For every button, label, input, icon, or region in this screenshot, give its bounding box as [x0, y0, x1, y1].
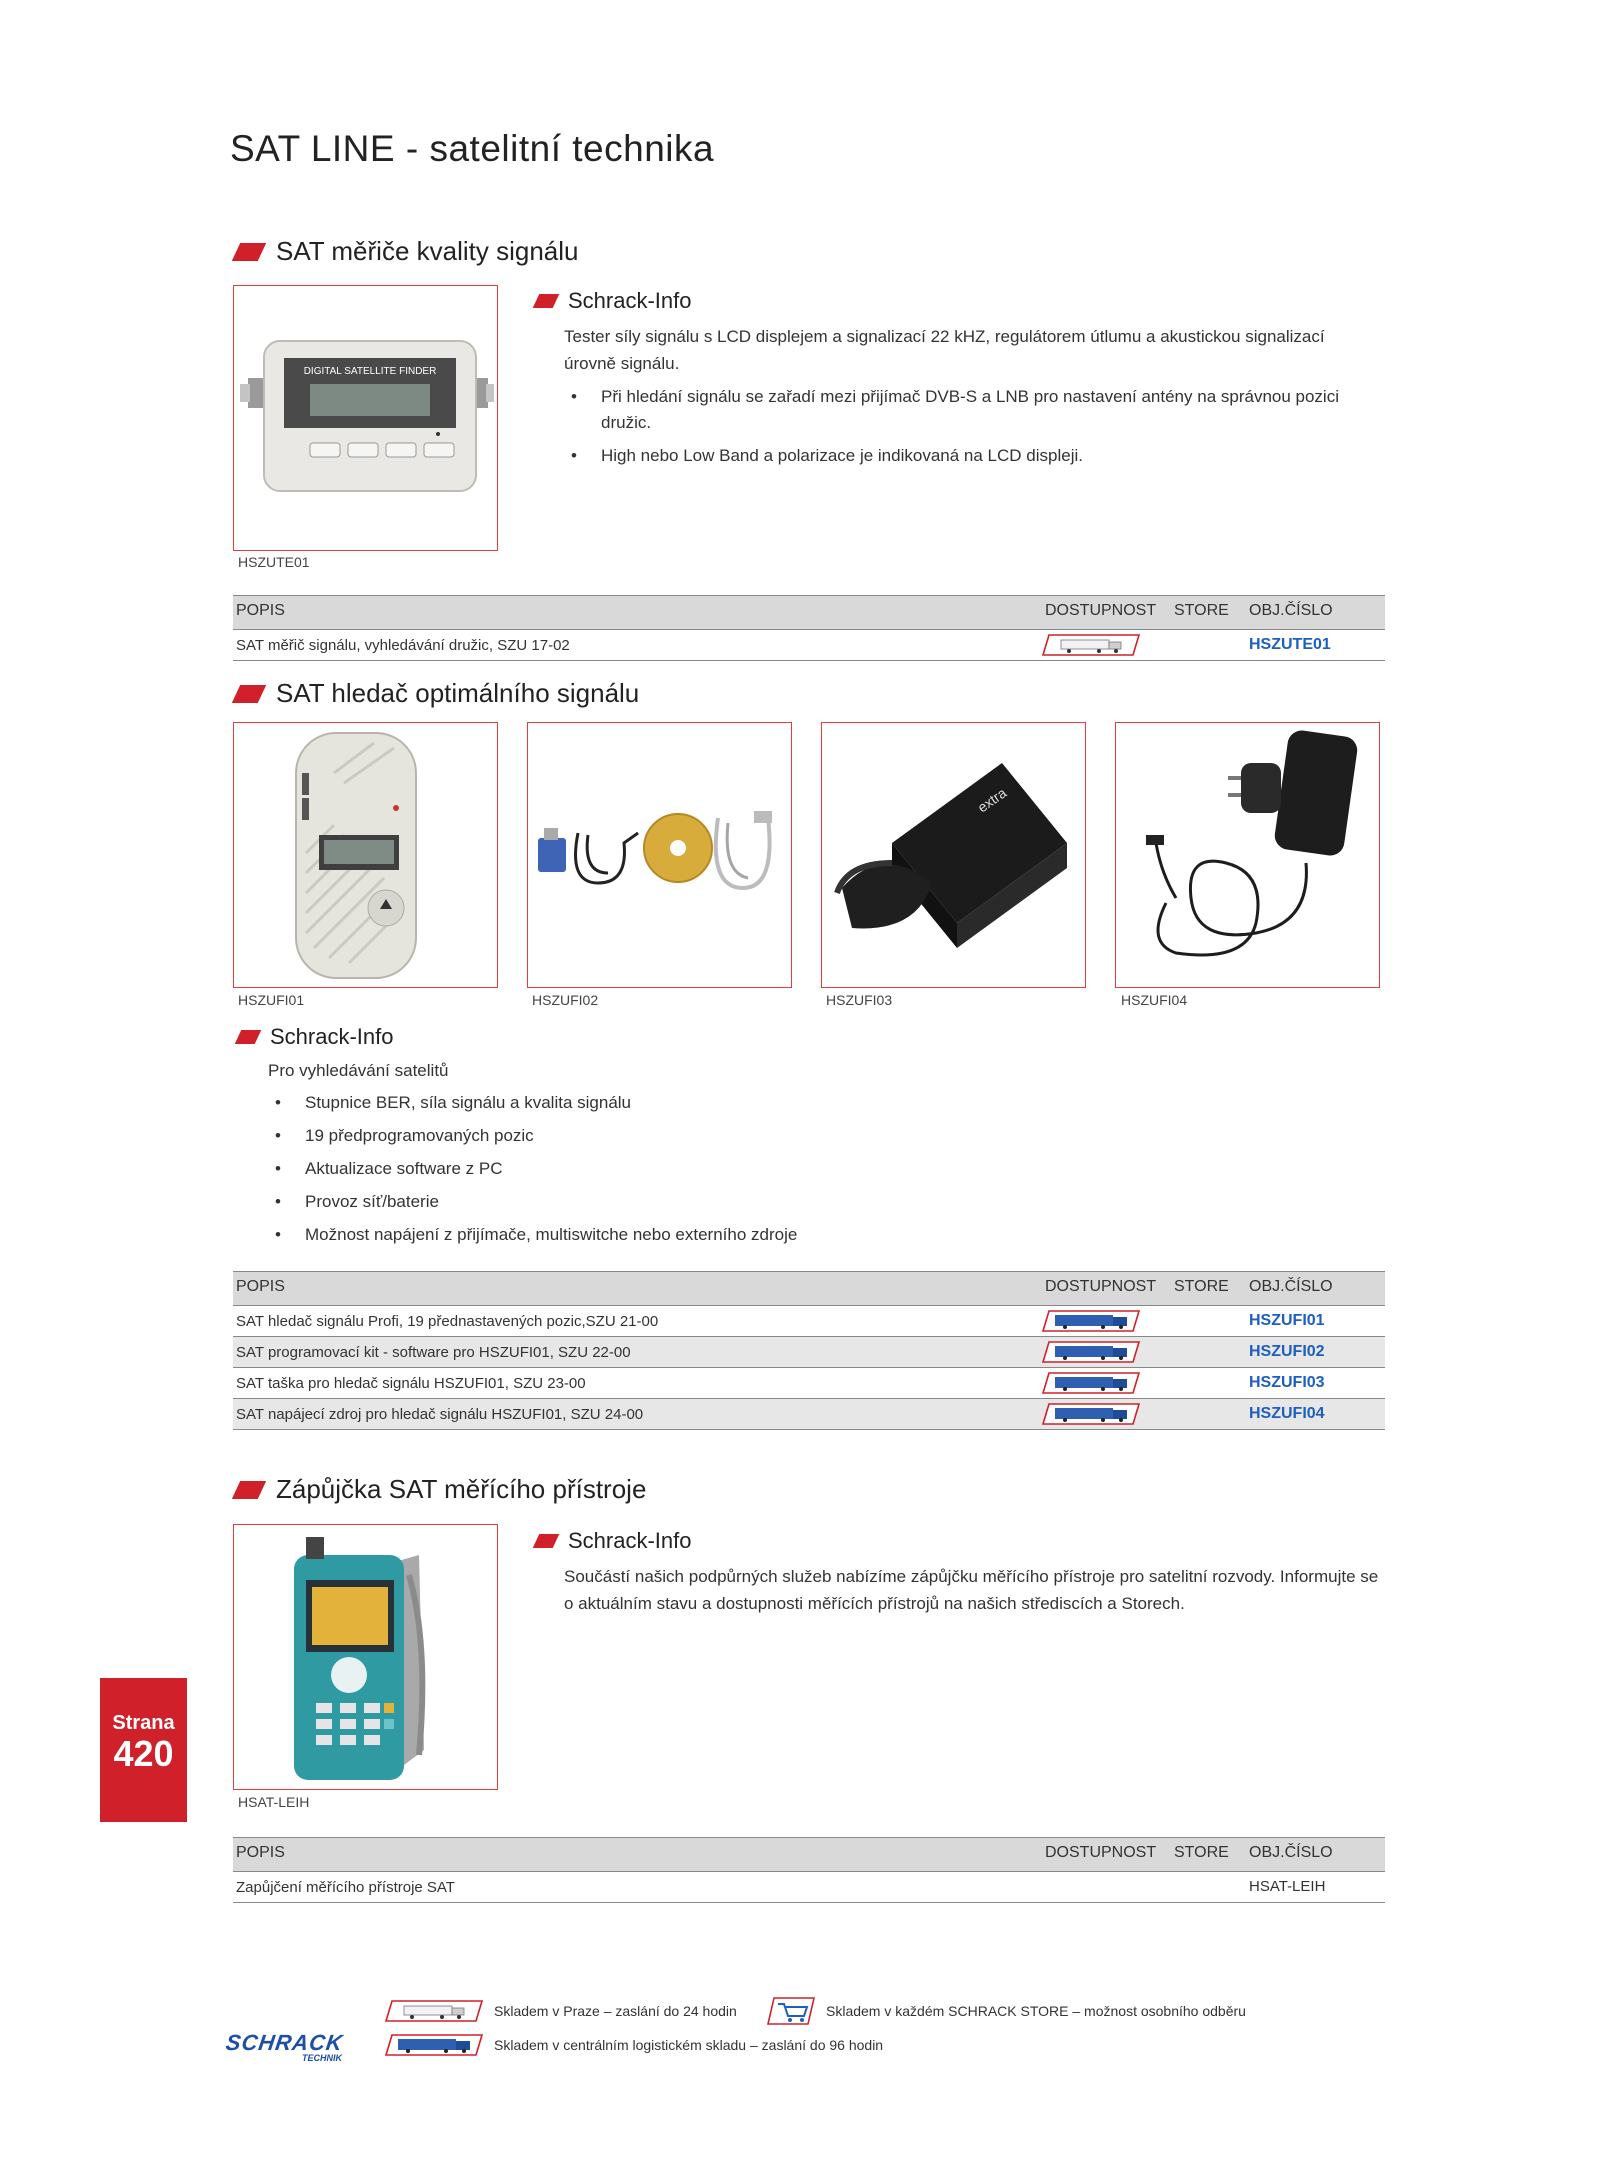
table-row[interactable]: SAT taška pro hledač signálu HSZUFI01, SZU 23-00 HSZUFI03 [233, 1368, 1385, 1399]
legend-store: Skladem v každém SCHRACK STORE – možnost osobního odběru [826, 2003, 1246, 2019]
central-warehouse-truck-icon [1041, 1309, 1141, 1333]
product-table-signal-meters [233, 595, 1385, 661]
satellite-finder-illustration [234, 286, 496, 548]
device-label: DIGITAL SATELLITE FINDER [303, 366, 437, 377]
section-marker-icon [232, 1481, 266, 1499]
product-image-hszufi01[interactable] [233, 722, 498, 988]
central-warehouse-truck-icon [1041, 1371, 1141, 1395]
store-cart-icon [766, 1996, 816, 2026]
info-intro: Tester síly signálu s LCD displejem a signalizací 22 kHZ, regulátorem útlumu a akustickou signalizací úrovně signálu. [564, 327, 1325, 373]
product-table-signal-finder [233, 1271, 1385, 1430]
table-row[interactable]: SAT hledač signálu Profi, 19 přednastavených pozic,SZU 21-00 HSZUFI01 [233, 1306, 1385, 1337]
column-header-order-number: OBJ.ČÍSLO [1249, 1278, 1333, 1295]
column-header-availability: DOSTUPNOST [1045, 1278, 1157, 1295]
list-item: • Při hledání signálu se zařadí mezi přijímač DVB-S a LNB pro nastavení antény na správnou pozici družic. [564, 384, 1376, 436]
list-item: • Aktualizace software z PC [268, 1156, 1168, 1182]
page-title: SAT LINE - satelitní technika [230, 128, 715, 169]
image-code: HSZUFI03 [826, 992, 893, 1008]
order-number-link[interactable]: HSZUFI03 [1249, 1374, 1325, 1391]
table-header [233, 1837, 1385, 1872]
list-item: • High nebo Low Band a polarizace je indikovaná na LCD displeji. [564, 443, 1376, 469]
page-number-tab [100, 1678, 187, 1822]
table-row[interactable]: SAT napájecí zdroj pro hledač signálu HSZUFI01, SZU 24-00 HSZUFI04 [233, 1399, 1385, 1430]
schrack-info-heading: Schrack-Info [536, 288, 692, 314]
image-code: HSZUTE01 [238, 554, 310, 570]
image-code: HSAT-LEIH [238, 1794, 310, 1810]
section-heading-meter-rental: Zápůjčka SAT měřícího přístroje [236, 1474, 646, 1505]
order-number-link[interactable]: HSZUFI01 [1249, 1312, 1325, 1329]
order-number-link[interactable]: HSZUFI04 [1249, 1405, 1325, 1422]
schrack-info-heading: Schrack-Info [536, 1528, 692, 1554]
product-table-meter-rental [233, 1837, 1385, 1903]
page-number: 420 [113, 1733, 174, 1774]
section-heading-signal-meters: SAT měřiče kvality signálu [236, 236, 578, 267]
product-image-hszute01[interactable] [233, 285, 498, 551]
page-label: Strana [112, 1712, 175, 1734]
section-marker-icon [533, 1534, 560, 1548]
programming-kit-illustration [528, 723, 790, 985]
logo-subtitle: TECHNIK [302, 2053, 342, 2063]
column-header-store: STORE [1174, 1844, 1229, 1861]
order-number-link[interactable]: HSZUTE01 [1249, 636, 1331, 653]
column-header-popis: POPIS [236, 1278, 285, 1295]
signal-finder-illustration [234, 723, 496, 985]
list-item: • Provoz síť/baterie [268, 1189, 1168, 1215]
central-warehouse-truck-icon [1041, 1402, 1141, 1426]
column-header-popis: POPIS [236, 602, 285, 619]
section-heading-signal-finder: SAT hledač optimálního signálu [236, 678, 639, 709]
central-warehouse-truck-icon [384, 2032, 484, 2058]
table-row[interactable]: SAT měřič signálu, vyhledávání družic, SZU 17-02 HSZUTE01 [233, 630, 1385, 661]
prague-delivery-truck-icon [384, 1998, 484, 2024]
schrack-info-heading: Schrack-Info [238, 1024, 394, 1050]
product-image-hsat-leih[interactable] [233, 1524, 498, 1790]
product-image-hszufi04[interactable] [1115, 722, 1380, 988]
logo-brand: SCHRACK [224, 2030, 345, 2055]
table-row[interactable]: SAT programovací kit - software pro HSZUFI01, SZU 22-00 HSZUFI02 [233, 1337, 1385, 1368]
bag-brand-label: extra [974, 784, 1010, 816]
carry-bag-illustration [822, 723, 1084, 985]
section-marker-icon [235, 1030, 262, 1044]
section-marker-icon [232, 243, 266, 261]
info-intro: Součástí našich podpůrných služeb nabízíme zápůjčku měřícího přístroje pro satelitní rozvody. Informujte se o aktuálním stavu a dostupnosti měřících přístrojů na našich střediscích a Storech. [564, 1567, 1379, 1613]
product-image-hszufi03[interactable] [821, 722, 1086, 988]
column-header-availability: DOSTUPNOST [1045, 1844, 1157, 1861]
section-marker-icon [533, 294, 560, 308]
column-header-order-number: OBJ.ČÍSLO [1249, 602, 1333, 619]
power-adapter-illustration [1116, 723, 1378, 985]
measuring-instrument-illustration [234, 1525, 496, 1787]
section-marker-icon [232, 685, 266, 703]
column-header-availability: DOSTUPNOST [1045, 602, 1157, 619]
column-header-store: STORE [1174, 1278, 1229, 1295]
prague-delivery-truck-icon [1041, 633, 1141, 657]
column-header-popis: POPIS [236, 1844, 285, 1861]
table-row[interactable]: Zapůjčení měřícího přístroje SAT HSAT-LEIH [233, 1872, 1385, 1903]
list-item: • 19 předprogramovaných pozic [268, 1123, 1168, 1149]
image-code: HSZUFI04 [1121, 992, 1188, 1008]
column-header-store: STORE [1174, 602, 1229, 619]
table-header [233, 595, 1385, 630]
image-code: HSZUFI01 [238, 992, 305, 1008]
schrack-logo [226, 2030, 356, 2070]
list-item: • Možnost napájení z přijímače, multiswitche nebo externího zdroje [268, 1222, 1168, 1248]
image-code: HSZUFI02 [532, 992, 599, 1008]
order-number-link[interactable]: HSZUFI02 [1249, 1343, 1325, 1360]
info-intro: Pro vyhledávání satelitů [268, 1061, 449, 1080]
info-bullet-list [564, 384, 1376, 476]
order-number[interactable]: HSAT-LEIH [1249, 1878, 1326, 1895]
legend-central: Skladem v centrálním logistickém skladu – zaslání do 96 hodin [494, 2037, 884, 2053]
central-warehouse-truck-icon [1041, 1340, 1141, 1364]
column-header-order-number: OBJ.ČÍSLO [1249, 1844, 1333, 1861]
table-header [233, 1271, 1385, 1306]
product-image-hszufi02[interactable] [527, 722, 792, 988]
list-item: • Stupnice BER, síla signálu a kvalita signálu [268, 1090, 1168, 1116]
legend-prague: Skladem v Praze – zaslání do 24 hodin [494, 2003, 737, 2019]
info-bullet-list [268, 1090, 1168, 1255]
